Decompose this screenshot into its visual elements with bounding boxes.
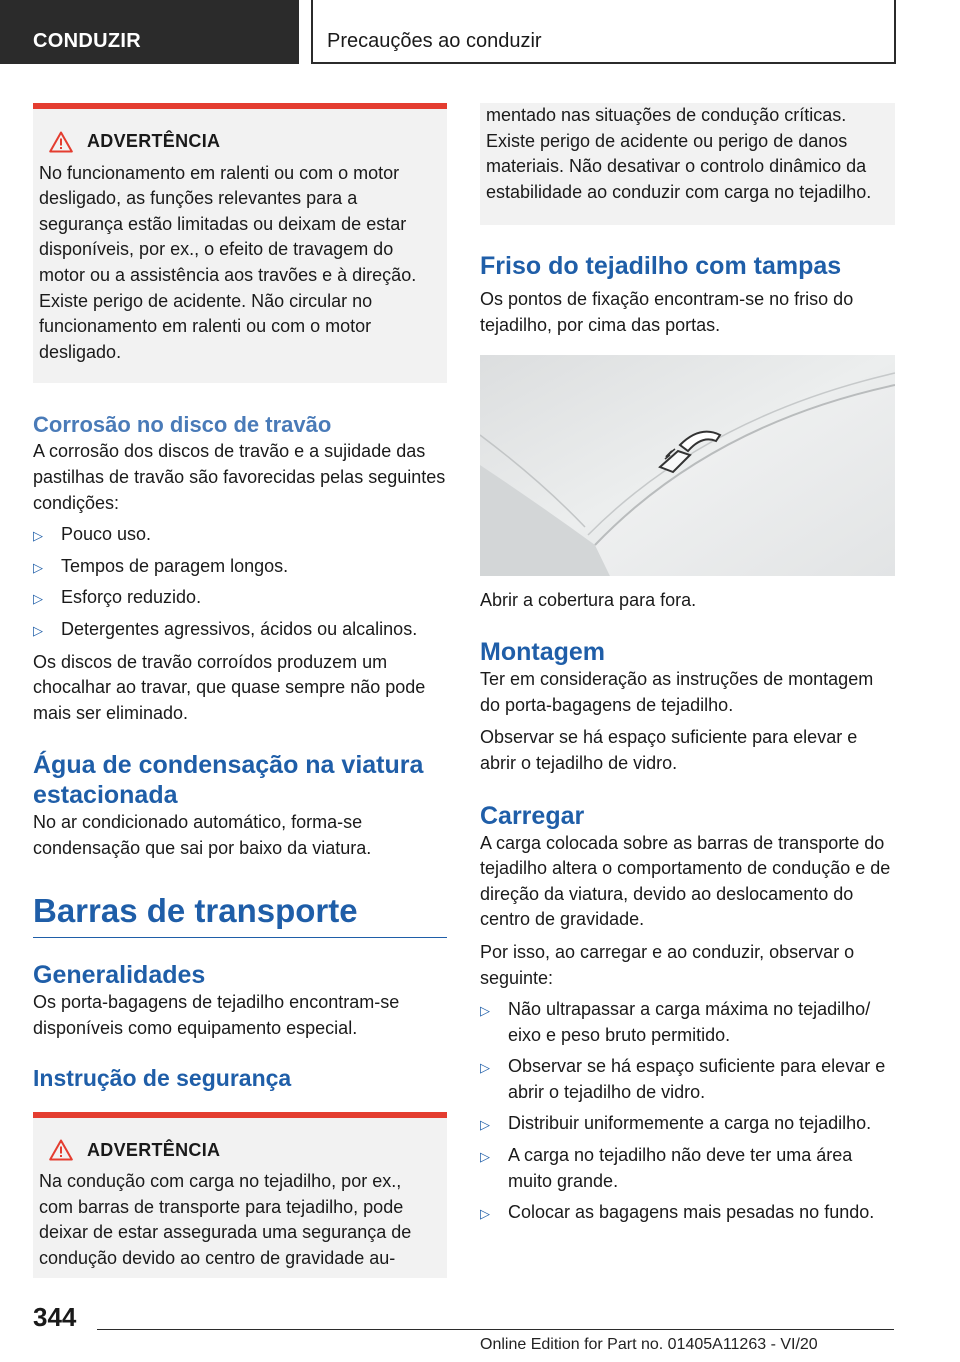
footer-divider	[97, 1329, 894, 1330]
page-number: 344	[33, 1302, 77, 1332]
triangle-bullet-icon: ▷	[33, 559, 43, 575]
heading-roof-trim: Friso do tejadilho com tampas	[480, 252, 842, 281]
triangle-bullet-icon: ▷	[480, 1149, 490, 1165]
list-item: ▷ Observar se há espaço suficiente para elevar e abrir o tejadilho de vidro.	[480, 1056, 886, 1102]
left-column	[33, 103, 447, 1278]
list-item: ▷ A carga no tejadilho não deve ter uma área muito grande.	[480, 1145, 853, 1191]
chapter-title: CONDUZIR	[33, 30, 141, 52]
triangle-bullet-icon: ▷	[33, 622, 43, 638]
roof-trim-photo	[480, 355, 895, 576]
triangle-bullet-icon: ▷	[480, 1003, 490, 1019]
warning-box-2-continued	[480, 103, 895, 225]
warning-text-1: No funcionamento em ralenti ou com o motor desligado, as funções relevantes para a segurança estão limitadas ou deixam de estar disponíveis, por ex., o efeito de travagem do motor ou a assistência aos travões e à direção. Existe perigo de acidente. Não circular no funcionamento em ralenti ou com o motor desligado.	[39, 162, 417, 362]
loading-list	[480, 997, 895, 1226]
roof-trim-text: Os pontos de fixação encontram-se no friso do tejadilho, por cima das portas.	[480, 289, 854, 335]
warning-text-2-continued: mentado nas situações de condução críticas. Existe perigo de acidente ou perigo de danos materiais. Não desativar o controlo dinâmico da estabilidade ao conduzir com carga no tejadilho.	[486, 105, 872, 202]
list-item: ▷ Tempos de paragem longos.	[33, 554, 447, 580]
mounting-text-2: Observar se há espaço suficiente para elevar e abrir o tejadilho de vidro.	[480, 727, 858, 773]
photo-caption: Abrir a cobertura para fora.	[480, 589, 697, 610]
general-text: Os porta-bagagens de tejadilho encontram-se disponíveis como equipamento especial.	[33, 992, 400, 1039]
triangle-bullet-icon: ▷	[33, 591, 43, 607]
corrosion-list	[33, 522, 447, 642]
warning-title-1: ADVERTÊNCIA	[49, 129, 439, 155]
triangle-bullet-icon: ▷	[480, 1117, 490, 1133]
right-column	[480, 103, 895, 1226]
mounting-text-1: Ter em consideração as instruções de montagem do porta-bagagens de tejadilho.	[480, 669, 874, 715]
heading-safety: Instrução de segurança	[33, 1064, 292, 1091]
list-item: ▷ Colocar as bagagens mais pesadas no fundo.	[480, 1200, 895, 1226]
heading-general: Generalidades	[33, 961, 206, 990]
heading-condensation: Água de condensação na viatura estacionada	[33, 751, 424, 810]
list-item: ▷ Distribuir uniformemente a carga no tejadilho.	[480, 1111, 895, 1137]
loading-text-2: Por isso, ao carregar e ao conduzir, observar o seguinte:	[480, 941, 855, 988]
list-item: ▷ Esforço reduzido.	[33, 585, 447, 611]
heading-roof-rack: Barras de transporte	[33, 891, 447, 938]
warning-title-2: ADVERTÊNCIA	[49, 1138, 439, 1164]
warning-box-1	[33, 103, 447, 383]
corrosion-outro: Os discos de travão corroídos produzem um chocalhar ao travar, que quase sempre não pode mais ser eliminado.	[33, 651, 426, 723]
warning-box-2	[33, 1112, 447, 1278]
list-item: ▷ Não ultrapassar a carga máxima no tejadilho/ eixo e peso bruto permitido.	[480, 999, 871, 1045]
heading-brake-corrosion: Corrosão no disco de travão	[33, 412, 332, 438]
footer-edition: Online Edition for Part no. 01405A11263 - VI/20	[480, 1336, 818, 1353]
triangle-bullet-icon: ▷	[480, 1060, 490, 1076]
list-item: ▷ Detergentes agressivos, ácidos ou alcalinos.	[33, 617, 447, 643]
chapter-tab	[0, 0, 299, 64]
triangle-bullet-icon: ▷	[480, 1206, 490, 1222]
warning-triangle-icon	[49, 131, 73, 153]
triangle-bullet-icon: ▷	[33, 528, 43, 544]
section-title: Precauções ao conduzir	[327, 30, 542, 52]
heading-mounting: Montagem	[480, 638, 605, 667]
heading-loading: Carregar	[480, 801, 585, 830]
warning-triangle-icon	[49, 1139, 73, 1161]
section-header	[311, 0, 896, 64]
list-item: ▷ Pouco uso.	[33, 522, 447, 548]
loading-text-1: A carga colocada sobre as barras de transporte do tejadilho altera o comportamento de condução e de direção da viatura, devido ao deslocamento do centro de gravidade.	[480, 832, 891, 930]
corrosion-intro: A corrosão dos discos de travão e a sujidade das pastilhas de travão são favorecidas pelas seguintes condições:	[33, 441, 446, 513]
warning-text-2: Na condução com carga no tejadilho, por ex., com barras de transporte para tejadilho, pode deixar de estar assegurada uma segurança de condução devido ao centro de gravidade au-	[39, 1171, 412, 1269]
condensation-text: No ar condicionado automático, forma-se condensação que sai por baixo da viatura.	[33, 812, 372, 858]
